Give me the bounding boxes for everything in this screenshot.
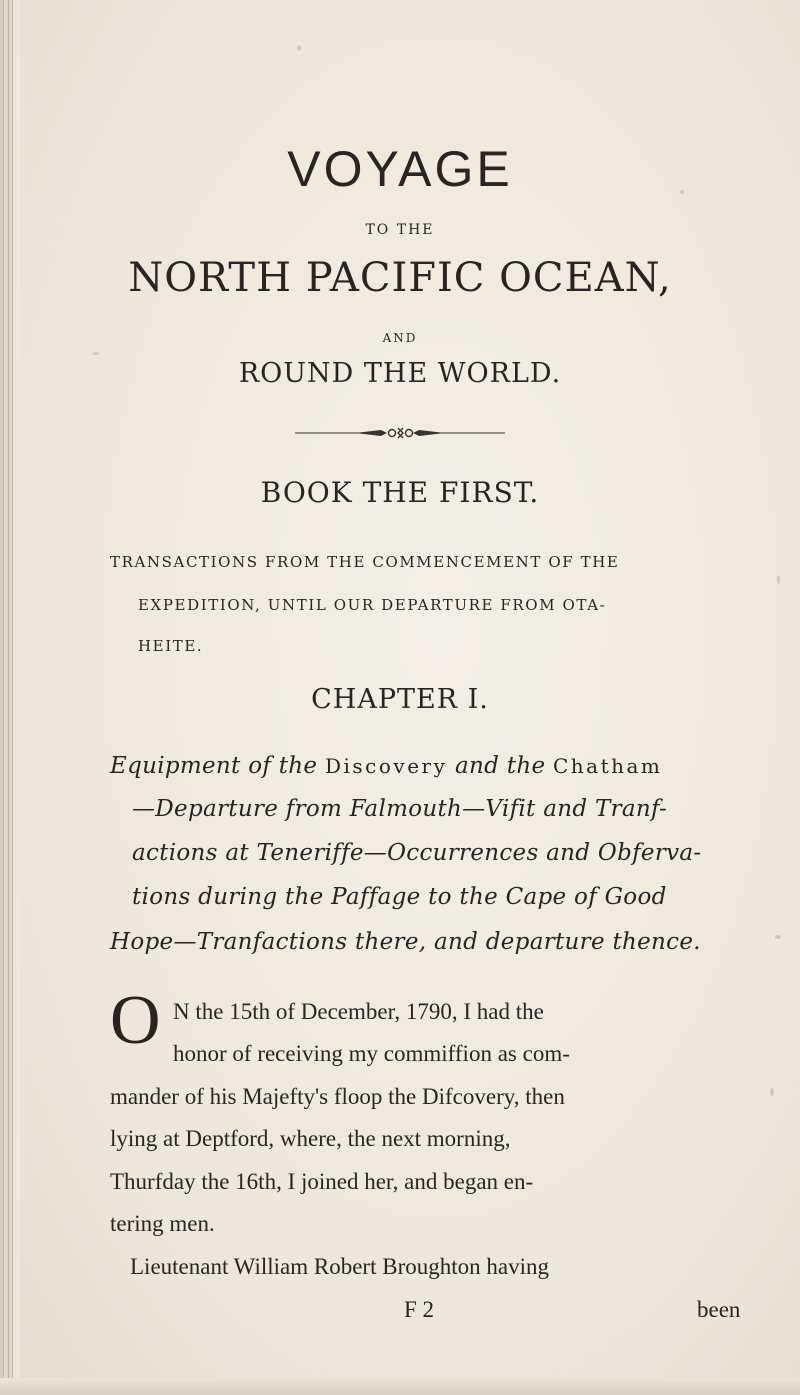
body-text-line: lying at Deptford, where, the next morning, [110, 1126, 511, 1151]
drop-cap: O [110, 982, 161, 1059]
title-to-the: TO THE [365, 222, 435, 238]
body-text-line: mander of his Majefty's floop the Difcovery, then [110, 1084, 565, 1109]
body-text-line: N the 15th of December, 1790, I had the [173, 999, 544, 1024]
contents-text: and the [455, 753, 546, 779]
foxing-spot [777, 575, 780, 584]
signature-mark: F 2 [404, 1297, 435, 1322]
binding-line [3, 0, 4, 1395]
book-summary-line: HEITE. [138, 637, 204, 655]
title-voyage: VOYAGE [287, 141, 513, 197]
chapter-contents-line: —Departure from Falmouth—Vifit and Tranf- [132, 796, 668, 822]
chapter-contents-line: tions during the Paffage to the Cape of Good [132, 884, 667, 910]
book-summary-line: TRANSACTIONS FROM THE COMMENCEMENT OF THE [110, 553, 620, 571]
body-text-line: Lieutenant William Robert Broughton having [130, 1254, 549, 1279]
body-text-line: Thurfday the 16th, I joined her, and began en- [110, 1169, 534, 1194]
chapter-contents-line: actions at Teneriffe—Occurrences and Obferva- [132, 840, 702, 866]
book-heading: BOOK THE FIRST. [260, 476, 540, 509]
ship-name-chatham: Chatham [552, 754, 663, 778]
book-summary-line: EXPEDITION, UNTIL OUR DEPARTURE FROM OTA- [138, 596, 607, 614]
title-north-pacific-ocean: NORTH PACIFIC OCEAN, [128, 255, 672, 301]
binding-line [12, 0, 13, 1395]
chapter-heading: CHAPTER I. [311, 684, 489, 715]
chapter-contents-line: Hope—Tranfactions there, and departure thence. [110, 929, 701, 955]
page-binding-edge [0, 0, 20, 1395]
title-and: AND [382, 331, 418, 345]
binding-line [8, 0, 9, 1395]
page-bottom-edge [0, 1378, 800, 1395]
foxing-spot [297, 45, 301, 51]
chapter-contents-line [110, 753, 750, 779]
ornament-divider-icon [295, 425, 505, 441]
foxing-spot [92, 352, 99, 355]
title-round-the-world: ROUND THE WORLD. [238, 358, 562, 389]
catchword: been [697, 1297, 741, 1322]
ship-name-discovery: Discovery [324, 754, 448, 778]
foxing-spot [770, 1088, 774, 1096]
body-text-line: honor of receiving my commiffion as com- [173, 1041, 570, 1066]
contents-text: Equipment of the [110, 753, 318, 779]
foxing-spot [775, 935, 781, 939]
body-text-line: tering men. [110, 1211, 215, 1236]
